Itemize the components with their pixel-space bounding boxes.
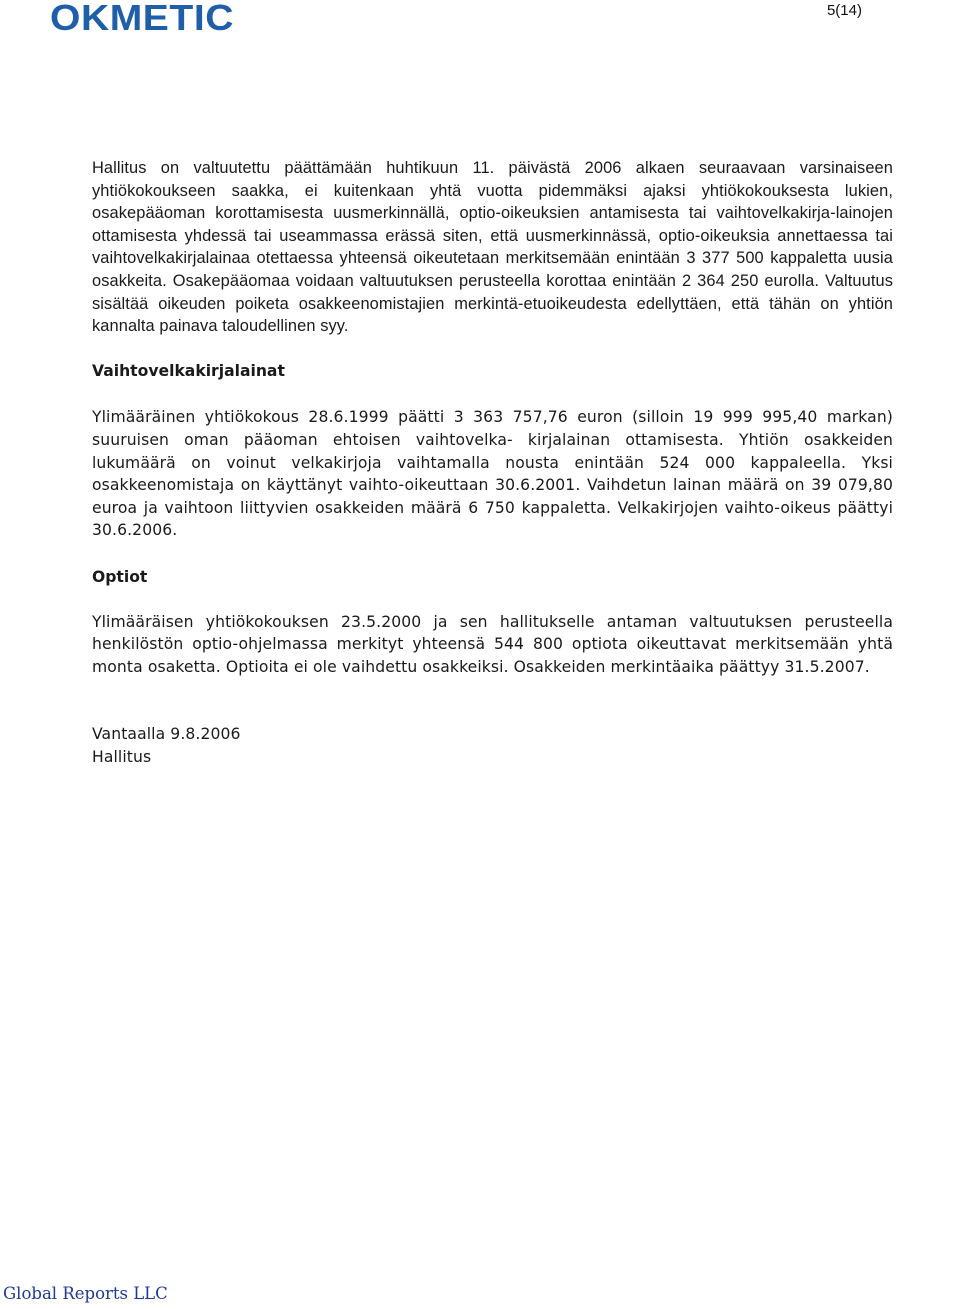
logo-wordmark: OKMETIC <box>50 0 235 36</box>
page-number: 5(14) <box>826 2 862 19</box>
okmetic-logo-graphic <box>50 0 236 36</box>
convertible-bonds-heading: Vaihtovelkakirjalainat <box>92 361 285 380</box>
document-body <box>92 157 893 768</box>
footer-brand: Global Reports LLC <box>3 1284 168 1303</box>
options-paragraph: Ylimääräisen yhtiökokouksen 23.5.2000 ja sen hallitukselle antaman valtuutuksen perusteella henkilöstön optio-ohjelmassa merkityt yhteensä 544 800 optiota oikeuttavat merkitsemään yhtä monta osaketta. Optioita ei ole vaihdettu osakkeiksi. Osakkeiden merkintäaika päättyy 31.5.2007. <box>92 612 893 676</box>
authorization-paragraph: Hallitus on valtuutettu päättämään huhtikuun 11. päivästä 2006 alkaen seuraavaan varsinaiseen yhtiökokoukseen saakka, ei kuitenkaan yhtä vuotta pidemmäksi ajaksi yhtiökokouksesta lukien, osakepääoman korottamisesta uusmerkinnällä, optio-oikeuksien antamisesta tai vaihtovelkakirja-lainojen ottamisesta yhdessä tai useammassa erässä siten, että uusmerkinnässä, optio-oikeuksia annettaessa tai vaihtovelkakirjalainaa otettaessa yhteensä oikeutetaan merkitsemään enintään 3 377 500 kappaletta uusia osakkeita. Osakepääomaa voidaan valtuutuksen perusteella korottaa enintään 2 364 250 eurolla. Valtuutus sisältää oikeuden poiketa osakkeenomistajien merkintä-etuoikeudesta edellyttäen, että tähän on yhtiön kannalta painava taloudellinen syy. <box>92 159 893 336</box>
convertible-bonds-paragraph: Ylimääräinen yhtiökokous 28.6.1999 päätti 3 363 757,76 euron (silloin 19 999 995,40 markan) suuruisen oman pääoman ehtoisen vaihtovelka- kirjalainan ottamisesta. Yhtiön osakkeiden lukumäärä on voinut velkakirjoja vaihtamalla nousta enintään 524 000 kappaleella. Yksi osakkeenomistaja on käyttänyt vaihto-oikeuttaan 30.6.2001. Vaihdetun lainan määrä on 39 079,80 euroa ja vaihtoon liittyvien osakkeiden määrä 6 750 kappaletta. Velkakirjojen vaihto-oikeus päättyi 30.6.2006. <box>92 408 893 540</box>
signature-name: Hallitus <box>92 747 152 766</box>
okmetic-logo <box>50 0 236 36</box>
signature-place-date: Vantaalla 9.8.2006 <box>92 725 241 744</box>
options-heading: Optiot <box>92 567 148 586</box>
